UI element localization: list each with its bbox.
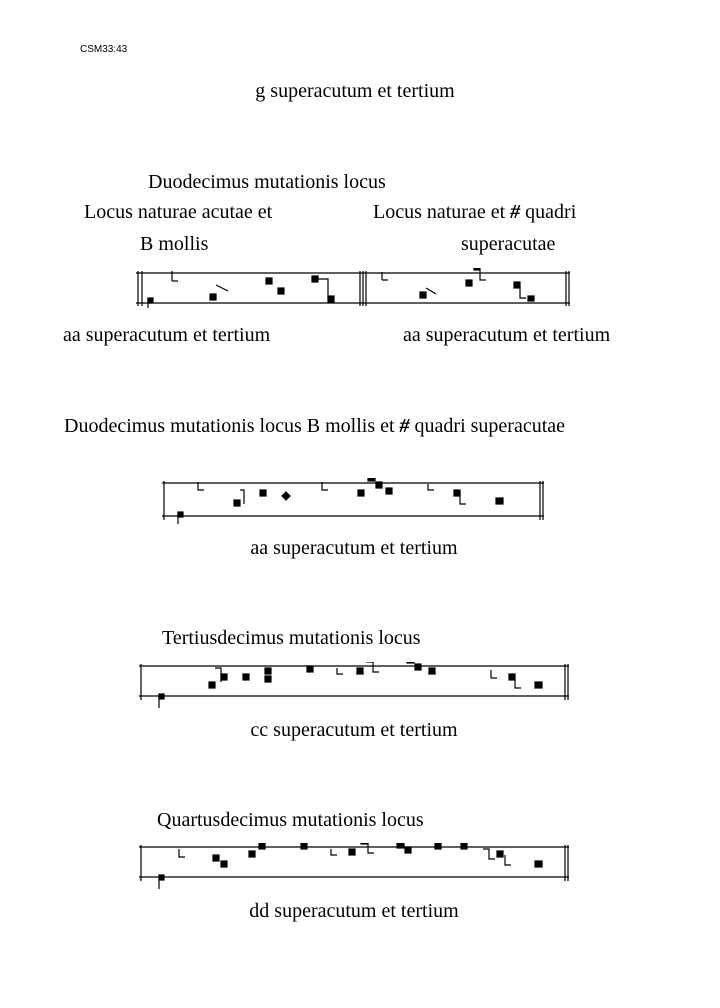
section1-left-staff [136,268,366,308]
section1-right-label-line1 [373,200,576,224]
section2-caption: aa superacutum et tertium [250,537,458,559]
section3-staff [139,662,571,712]
section4-caption: dd superacutum et tertium [249,900,459,922]
section2-title-text: Duodecimus mutationis locus B mollis et [64,415,395,437]
natural-sign: # [510,201,521,223]
section1-title: Duodecimus mutationis locus [148,171,386,193]
page-tag: CSM33:43 [80,44,128,55]
section1-right-staff [364,268,572,308]
section4-staff [139,843,571,893]
section1-right-caption: aa superacutum et tertium [403,324,611,346]
right-label-text-2: quadri [525,201,577,223]
section1-left-caption: aa superacutum et tertium [63,324,271,346]
section1-left-label-line2: B mollis [140,233,209,255]
section1-right-label-line2: superacutae [461,233,556,255]
section3-caption: cc superacutum et tertium [250,719,458,741]
section3-title: Tertiusdecimus mutationis locus [162,627,421,649]
right-label-text: Locus naturae et [373,201,506,223]
section2-title [64,414,565,438]
section4-title: Quartusdecimus mutationis locus [157,809,424,831]
natural-sign: # [399,415,410,437]
section2-staff [162,478,546,528]
page-heading: g superacutum et tertium [255,80,455,102]
section1-left-label-line1: Locus naturae acutae et [84,201,273,223]
section2-title-text-2: quadri superacutae [414,415,566,437]
